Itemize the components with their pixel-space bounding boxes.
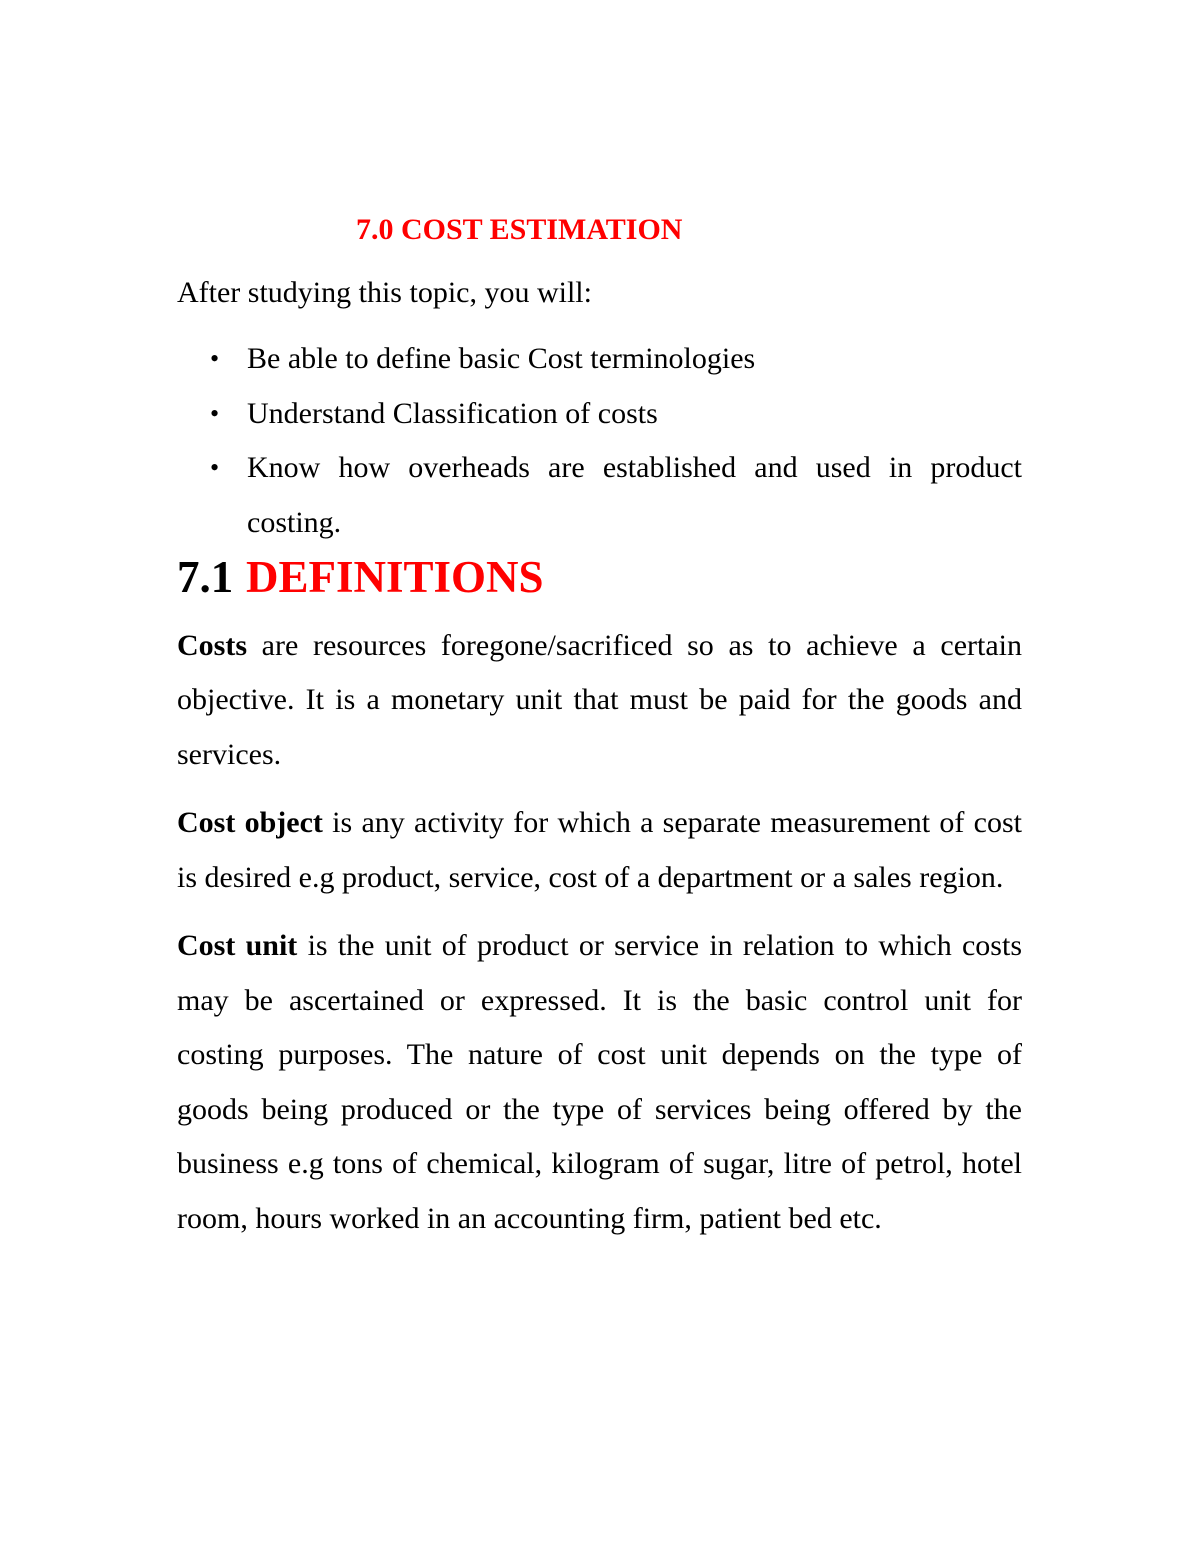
objective-text: Be able to define basic Cost terminologies [247,342,756,375]
definition-text: is the unit of product or service in relation to which costs may be ascertained or expressed. It is the basic control unit for costing purposes. The nature of cost unit depends on the type of goods being produced or the type of services being offered by the business e.g tons of chemical, kilogram of sugar, litre of petrol, hotel room, hours worked in an accounting firm, patient bed etc. [177,929,1022,1235]
definition-term: Costs [177,628,248,662]
bullet-icon: • [210,453,220,482]
objective-text: Understand Classification of costs [247,396,658,430]
definition-cost-object [177,796,1022,905]
objective-item [177,441,1022,550]
bullet-icon: • [210,398,220,428]
intro-text: After studying this topic, you will: [177,276,592,309]
bullet-icon: • [210,344,220,373]
definition-text: is any activity for which a separate measurement of cost is desired e.g product, service, cost of a department or a sales region. [177,806,1022,894]
section-heading [177,550,1022,605]
definition-text: are resources foregone/sacrificed so as to achieve a certain objective. It is a monetary unit that must be paid for the goods and services. [177,628,1022,771]
chapter-title: 7.0 COST ESTIMATION [356,213,683,246]
definition-term: Cost unit [177,929,298,962]
section-number: 7.1 [177,552,234,602]
page-content [177,206,1022,1260]
objectives-list [177,332,1022,550]
definition-term: Cost object [177,806,323,839]
objective-text: Know how overheads are established and used in product costing. [247,451,1022,539]
objective-item [177,387,1022,442]
section-title: DEFINITIONS [246,552,544,602]
definition-cost-unit [177,919,1022,1246]
definition-costs [177,619,1022,783]
objective-item [177,332,1022,387]
